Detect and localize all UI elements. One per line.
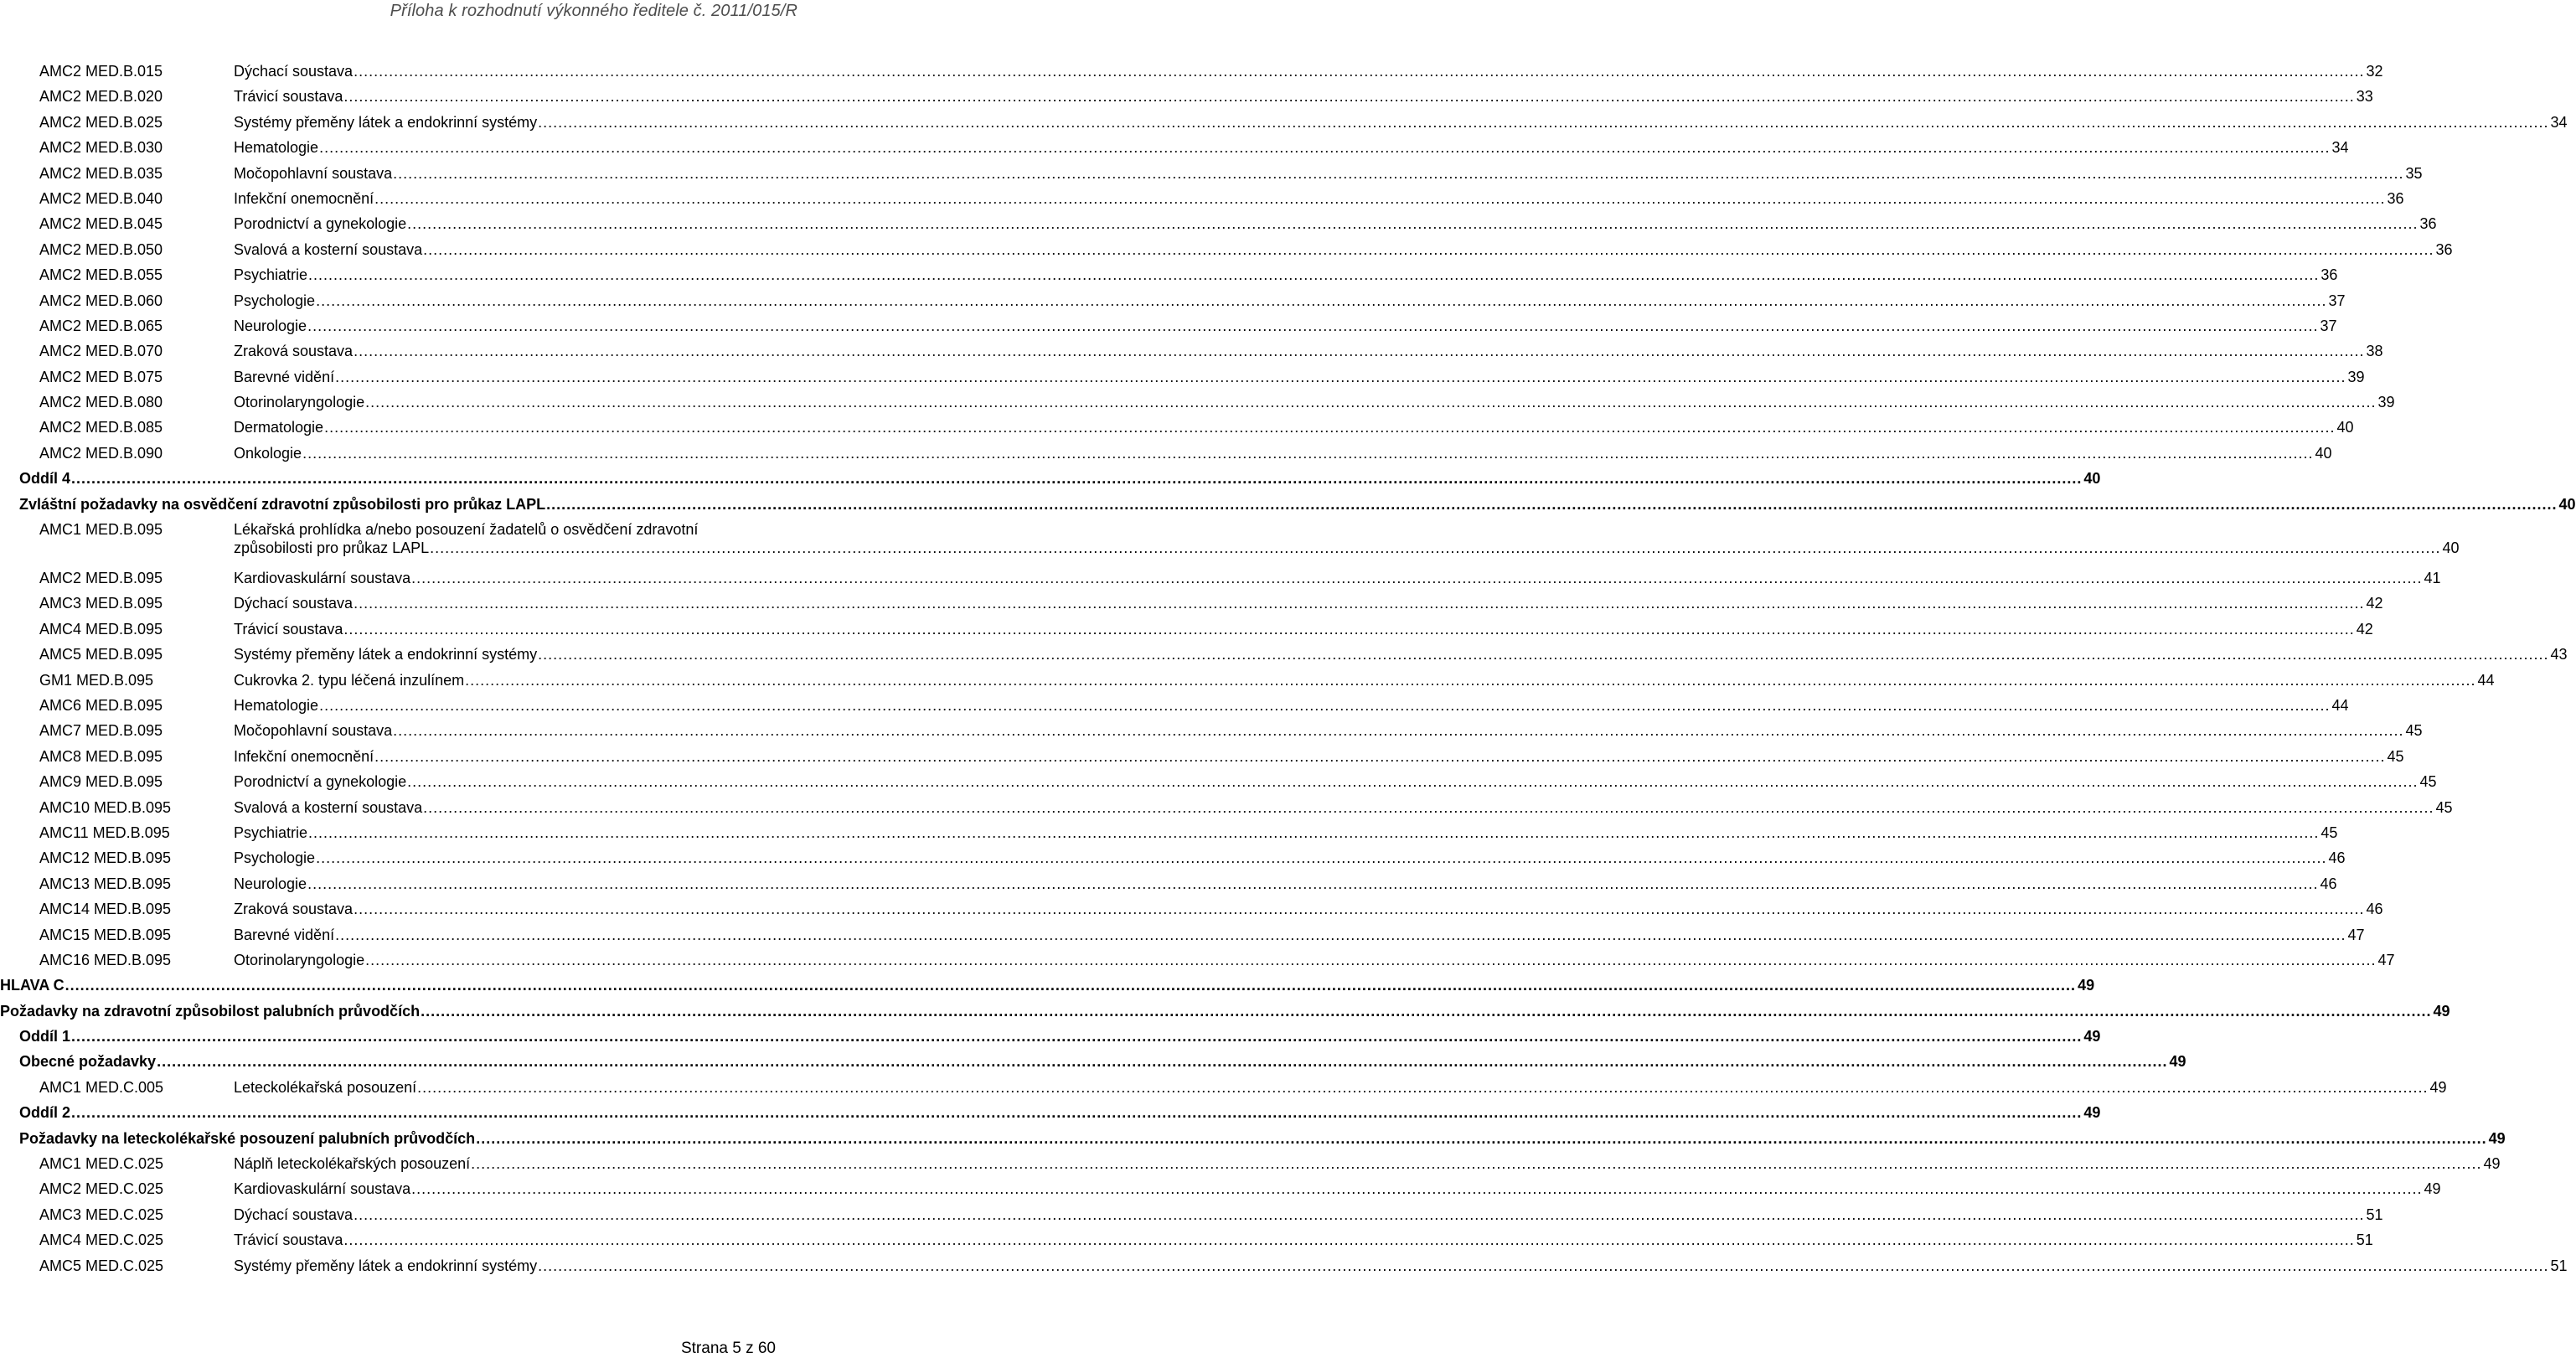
toc-entry-row[interactable] [0, 820, 2338, 845]
toc-entry-code: AMC6 MED.B.095 [39, 696, 163, 714]
toc-entry-title-line [234, 135, 2349, 160]
toc-entry-row[interactable] [0, 718, 2423, 743]
toc-page-number: 40 [2315, 444, 2332, 462]
toc-entry-title: Psychologie [234, 292, 316, 309]
toc-entry-title-line [234, 1202, 2383, 1227]
toc-entry-title-first-line: Lékařská prohlídka a/nebo posouzení žadatelů o osvědčení zdravotní [234, 521, 699, 539]
toc-entry-title-line [234, 617, 2373, 642]
toc-entry-title-line [234, 1075, 2447, 1100]
toc-page-number: 49 [2083, 1028, 2101, 1045]
toc-entry-code: AMC7 MED.B.095 [39, 722, 163, 740]
toc-entry-code: AMC2 MED B.075 [39, 368, 163, 385]
toc-entry-code: AMC2 MED.B.065 [39, 317, 163, 334]
toc-entry-code: AMC12 MED.B.095 [39, 849, 172, 867]
toc-entry-row[interactable] [0, 1075, 2447, 1100]
toc-entry-row[interactable] [0, 769, 2437, 794]
toc-entry-title-line [234, 693, 2349, 718]
toc-entry-row[interactable] [0, 211, 2437, 236]
toc-heading-row[interactable] [0, 1049, 2186, 1074]
toc-entry-title-line [234, 441, 2332, 466]
dot-leader: ................................................................................................................................................................................................................................................................................................................................................................................................................ [335, 926, 2346, 943]
dot-leader: ................................................................................................................................................................................................................................................................................................................................................................................................................ [316, 292, 2327, 309]
toc-page-number: 42 [2366, 595, 2383, 612]
toc-entry-title: Svalová a kosterní soustava [234, 798, 423, 816]
dot-leader: ................................................................................................................................................................................................................................................................................................................................................................................................................ [417, 1078, 2429, 1096]
toc-entry-row[interactable] [0, 338, 2383, 364]
toc-entry-title-line [234, 871, 2337, 896]
dot-leader: ................................................................................................................................................................................................................................................................................................................................................................................................................ [343, 88, 2355, 106]
dot-leader: ................................................................................................................................................................................................................................................................................................................................................................................................................ [71, 1104, 2083, 1122]
toc-entry-title-line [234, 1227, 2373, 1252]
dot-leader: ................................................................................................................................................................................................................................................................................................................................................................................................................ [393, 722, 2404, 740]
toc-entry-row[interactable] [0, 617, 2373, 642]
toc-entry-code: AMC2 MED.B.070 [39, 343, 163, 360]
toc-entry-title: Otorinolaryngologie [234, 951, 365, 968]
page-header: Příloha k rozhodnutí výkonného ředitele č. 2011/015/R [390, 2, 798, 20]
toc-page-number: 37 [2320, 317, 2337, 334]
toc-entry-row[interactable] [0, 845, 2346, 870]
toc-entry-title: Oddíl 4 [19, 470, 71, 488]
toc-page-number: 44 [2331, 696, 2349, 714]
toc-page-number: 44 [2477, 671, 2495, 689]
toc-entry-title: Neurologie [234, 875, 307, 892]
toc-entry-title-line [0, 999, 2450, 1024]
toc-heading-row[interactable] [0, 466, 2101, 491]
toc-entry-title: Dýchací soustava [234, 1206, 354, 1223]
toc-entry-title-line [19, 1100, 2101, 1125]
dot-leader: ................................................................................................................................................................................................................................................................................................................................................................................................................ [157, 1053, 2168, 1071]
toc-entry-title-line [19, 466, 2101, 491]
toc-entry-title-line [234, 211, 2437, 236]
toc-page-number: 49 [2078, 977, 2095, 994]
dot-leader: ................................................................................................................................................................................................................................................................................................................................................................................................................ [354, 595, 2365, 612]
toc-entry-title: Psychologie [234, 849, 316, 867]
dot-leader: ................................................................................................................................................................................................................................................................................................................................................................................................................ [365, 394, 2377, 411]
toc-page-number: 39 [2377, 394, 2395, 411]
toc-entry-title: Porodnictví a gynekologie [234, 773, 407, 791]
toc-entry-code: AMC2 MED.B.045 [39, 215, 163, 233]
toc-entry-row[interactable] [0, 896, 2383, 922]
table-of-contents [0, 59, 2576, 1278]
toc-entry-row[interactable] [0, 59, 2383, 84]
toc-entry-code: AMC2 MED.B.050 [39, 240, 163, 258]
toc-page-number: 51 [2550, 1257, 2568, 1274]
toc-entry-title-line [234, 820, 2338, 845]
toc-entry-row[interactable] [0, 237, 2453, 262]
toc-entry-title: Otorinolaryngologie [234, 394, 365, 411]
dot-leader: ................................................................................................................................................................................................................................................................................................................................................................................................................ [354, 63, 2365, 80]
toc-entry-code: AMC14 MED.B.095 [39, 901, 172, 918]
toc-page-number: 34 [2550, 113, 2568, 131]
toc-entry-title: Onkologie [234, 444, 302, 462]
toc-page-number: 35 [2405, 164, 2423, 182]
dot-leader: ................................................................................................................................................................................................................................................................................................................................................................................................................ [365, 951, 2377, 968]
toc-entry-title: Systémy přeměny látek a endokrinní systémy [234, 113, 538, 131]
toc-entry-title: Barevné vidění [234, 368, 335, 385]
toc-entry-title: Dýchací soustava [234, 63, 354, 80]
toc-page-number: 45 [2435, 798, 2453, 816]
toc-entry-row[interactable] [0, 1253, 2568, 1278]
toc-entry-title: Kardiovaskulární soustava [234, 1180, 411, 1198]
toc-page-number: 45 [2320, 823, 2338, 841]
dot-leader: ................................................................................................................................................................................................................................................................................................................................................................................................................ [335, 368, 2346, 385]
toc-entry-title-line [234, 947, 2395, 973]
toc-page-number: 38 [2366, 343, 2383, 360]
toc-entry-title-line [19, 1049, 2186, 1074]
toc-entry-title-line [234, 161, 2423, 186]
toc-entry-title-line [234, 110, 2568, 135]
toc-entry-title: Infekční onemocnění [234, 747, 374, 765]
toc-page-number: 37 [2328, 292, 2346, 309]
dot-leader: ................................................................................................................................................................................................................................................................................................................................................................................................................ [538, 113, 2549, 131]
toc-entry-title-line [234, 565, 2441, 591]
toc-entry-code: AMC8 MED.B.095 [39, 747, 163, 765]
toc-heading-row[interactable] [0, 492, 2576, 517]
toc-entry-title-line [234, 338, 2383, 364]
dot-leader: ................................................................................................................................................................................................................................................................................................................................................................................................................ [374, 189, 2386, 207]
toc-page-number: 36 [2320, 266, 2338, 284]
toc-entry-title-line [234, 1151, 2501, 1176]
toc-entry-row[interactable] [0, 871, 2337, 896]
toc-entry-code: AMC2 MED.B.040 [39, 189, 163, 207]
toc-page-number: 49 [2169, 1053, 2186, 1071]
toc-entry-row[interactable] [0, 1151, 2501, 1176]
toc-entry-title-line [234, 84, 2373, 109]
toc-page-number: 33 [2356, 88, 2373, 106]
toc-entry-title: Požadavky na zdravotní způsobilost palubních průvodčích [0, 1002, 421, 1020]
toc-entry-code: AMC10 MED.B.095 [39, 798, 172, 816]
dot-leader: ................................................................................................................................................................................................................................................................................................................................................................................................................ [411, 570, 2423, 587]
toc-entry-row[interactable] [0, 922, 2365, 947]
toc-entry-code: AMC5 MED.C.025 [39, 1257, 164, 1274]
toc-entry-title: Hematologie [234, 696, 319, 714]
toc-entry-title-line [234, 668, 2495, 693]
dot-leader: ................................................................................................................................................................................................................................................................................................................................................................................................................ [71, 1028, 2083, 1045]
toc-page-number: 45 [2405, 722, 2423, 740]
toc-page-number: 32 [2366, 63, 2383, 80]
dot-leader: ................................................................................................................................................................................................................................................................................................................................................................................................................ [308, 823, 2320, 841]
toc-entry-title-line [234, 1176, 2441, 1201]
toc-entry-code: AMC4 MED.C.025 [39, 1231, 164, 1249]
toc-entry-title: Systémy přeměny látek a endokrinní systémy [234, 646, 538, 663]
toc-entry-title: Barevné vidění [234, 926, 335, 943]
toc-entry-row[interactable] [0, 288, 2346, 313]
toc-entry-code: GM1 MED.B.095 [39, 671, 154, 689]
dot-leader: ................................................................................................................................................................................................................................................................................................................................................................................................................ [546, 495, 2558, 513]
dot-leader: ................................................................................................................................................................................................................................................................................................................................................................................................................ [430, 540, 2441, 557]
toc-entry-row[interactable] [0, 642, 2568, 667]
toc-entry-title-line [234, 591, 2383, 616]
toc-entry-row[interactable] [0, 1176, 2441, 1201]
page-footer: Strana 5 z 60 [680, 1340, 776, 1357]
toc-entry-title: Neurologie [234, 317, 307, 334]
dot-leader: ................................................................................................................................................................................................................................................................................................................................................................................................................ [421, 1002, 2432, 1020]
dot-leader: ................................................................................................................................................................................................................................................................................................................................................................................................................ [407, 215, 2419, 233]
toc-entry-title: Oddíl 1 [19, 1028, 71, 1045]
toc-page-number: 40 [2336, 419, 2354, 436]
toc-entry-title-line [234, 642, 2568, 667]
toc-entry-title: Systémy přeměny látek a endokrinní systémy [234, 1257, 538, 1274]
dot-leader: ................................................................................................................................................................................................................................................................................................................................................................................................................ [354, 1206, 2365, 1223]
toc-entry-title: Cukrovka 2. typu léčená inzulínem [234, 671, 465, 689]
toc-entry-row[interactable] [0, 795, 2453, 820]
toc-heading-row[interactable] [0, 1024, 2101, 1049]
toc-entry-title-line [234, 364, 2365, 390]
toc-entry-title-line [234, 186, 2404, 211]
toc-entry-code: AMC2 MED.B.060 [39, 292, 163, 309]
dot-leader: ................................................................................................................................................................................................................................................................................................................................................................................................................ [423, 798, 2434, 816]
dot-leader: ................................................................................................................................................................................................................................................................................................................................................................................................................ [354, 343, 2365, 360]
toc-entry-row[interactable] [0, 947, 2395, 973]
toc-entry-code: AMC1 MED.B.095 [39, 521, 163, 539]
toc-entry-row[interactable] [0, 262, 2338, 287]
toc-page-number: 42 [2356, 620, 2373, 638]
toc-entry-title-line [234, 718, 2423, 743]
toc-entry-title-line [234, 390, 2395, 415]
toc-entry-title-line [234, 896, 2383, 922]
toc-entry-title-line [234, 59, 2383, 84]
dot-leader: ................................................................................................................................................................................................................................................................................................................................................................................................................ [316, 849, 2327, 867]
toc-heading-row[interactable] [0, 999, 2450, 1024]
toc-page-number: 40 [2442, 540, 2460, 557]
toc-entry-title: Psychiatrie [234, 823, 308, 841]
toc-entry-title-line [19, 1024, 2101, 1049]
toc-page-number: 36 [2387, 189, 2404, 207]
dot-leader: ................................................................................................................................................................................................................................................................................................................................................................................................................ [471, 1155, 2482, 1173]
dot-leader: ................................................................................................................................................................................................................................................................................................................................................................................................................ [374, 747, 2386, 765]
toc-entry-row[interactable] [0, 565, 2441, 591]
dot-leader: ................................................................................................................................................................................................................................................................................................................................................................................................................ [538, 646, 2549, 663]
toc-page-number: 36 [2419, 215, 2437, 233]
toc-entry-code: AMC2 MED.B.020 [39, 88, 163, 106]
toc-entry-code: AMC1 MED.C.005 [39, 1078, 164, 1096]
toc-entry-row[interactable] [0, 668, 2495, 693]
toc-heading-row[interactable] [0, 1126, 2506, 1151]
toc-entry-title: Trávicí soustava [234, 1231, 343, 1249]
toc-entry-code: AMC9 MED.B.095 [39, 773, 163, 791]
dot-leader: ................................................................................................................................................................................................................................................................................................................................................................................................................ [343, 620, 2355, 638]
dot-leader: ................................................................................................................................................................................................................................................................................................................................................................................................................ [319, 139, 2331, 157]
toc-entry-row[interactable] [0, 161, 2423, 186]
toc-entry-row[interactable] [0, 441, 2332, 466]
dot-leader: ................................................................................................................................................................................................................................................................................................................................................................................................................ [465, 671, 2476, 689]
toc-page-number: 36 [2435, 240, 2453, 258]
toc-entry-row[interactable] [0, 591, 2383, 616]
toc-entry-title-line [234, 313, 2337, 338]
toc-heading-row[interactable] [0, 973, 2095, 998]
dot-leader: ................................................................................................................................................................................................................................................................................................................................................................................................................ [302, 444, 2314, 462]
toc-entry-code: AMC2 MED.B.090 [39, 444, 163, 462]
toc-page-number: 49 [2433, 1002, 2450, 1020]
dot-leader: ................................................................................................................................................................................................................................................................................................................................................................................................................ [354, 901, 2365, 918]
toc-entry-code: AMC2 MED.B.030 [39, 139, 163, 157]
toc-entry-code: AMC2 MED.C.025 [39, 1180, 164, 1198]
toc-entry-row[interactable] [0, 186, 2404, 211]
toc-page-number: 41 [2424, 570, 2441, 587]
toc-entry-code: AMC16 MED.B.095 [39, 951, 172, 968]
toc-heading-row[interactable] [0, 1100, 2101, 1125]
toc-entry-title: Hematologie [234, 139, 319, 157]
toc-entry-title: Obecné požadavky [19, 1053, 157, 1071]
toc-page-number: 40 [2558, 495, 2576, 513]
toc-entry-title: Močopohlavní soustava [234, 722, 393, 740]
toc-entry-title: Dermatologie [234, 419, 324, 436]
toc-page-number: 40 [2083, 470, 2101, 488]
toc-entry-code: AMC2 MED.B.015 [39, 63, 163, 80]
toc-entry-title-line [19, 492, 2576, 517]
dot-leader: ................................................................................................................................................................................................................................................................................................................................................................................................................ [407, 773, 2419, 791]
toc-entry-title: způsobilosti pro průkaz LAPL [234, 540, 430, 557]
toc-entry-code: AMC15 MED.B.095 [39, 926, 172, 943]
dot-leader: ................................................................................................................................................................................................................................................................................................................................................................................................................ [343, 1231, 2355, 1249]
toc-page-number: 39 [2347, 368, 2365, 385]
dot-leader: ................................................................................................................................................................................................................................................................................................................................................................................................................ [71, 470, 2083, 488]
toc-entry-title-line [234, 415, 2354, 440]
dot-leader: ................................................................................................................................................................................................................................................................................................................................................................................................................ [65, 977, 2077, 994]
toc-entry-title: Kardiovaskulární soustava [234, 570, 411, 587]
toc-page-number: 47 [2377, 951, 2395, 968]
toc-page-number: 49 [2083, 1104, 2101, 1122]
toc-entry-title-line [234, 262, 2338, 287]
toc-entry-code: AMC4 MED.B.095 [39, 620, 163, 638]
toc-page-number: 49 [2424, 1180, 2441, 1198]
toc-entry-code: AMC2 MED.B.035 [39, 164, 163, 182]
toc-entry-title: Náplň leteckolékařských posouzení [234, 1155, 471, 1173]
toc-entry-row[interactable] [0, 744, 2404, 769]
toc-entry-title: Zraková soustava [234, 901, 354, 918]
toc-entry-title-line [234, 237, 2453, 262]
toc-entry-title: Požadavky na leteckolékařské posouzení palubních průvodčích [19, 1129, 476, 1147]
toc-entry-title: Psychiatrie [234, 266, 308, 284]
dot-leader: ................................................................................................................................................................................................................................................................................................................................................................................................................ [476, 1129, 2487, 1147]
toc-entry-code: AMC2 MED.B.055 [39, 266, 163, 284]
toc-entry-title: Porodnictví a gynekologie [234, 215, 407, 233]
toc-entry-code: AMC2 MED.B.085 [39, 419, 163, 436]
toc-entry-title-line [19, 1126, 2506, 1151]
toc-page-number: 45 [2387, 747, 2404, 765]
toc-entry-title: Infekční onemocnění [234, 189, 374, 207]
toc-entry-code: AMC3 MED.C.025 [39, 1206, 164, 1223]
toc-entry-title: Leteckolékařská posouzení [234, 1078, 417, 1096]
toc-entry-code: AMC2 MED.B.095 [39, 570, 163, 587]
dot-leader: ................................................................................................................................................................................................................................................................................................................................................................................................................ [319, 696, 2331, 714]
toc-page-number: 47 [2347, 926, 2365, 943]
dot-leader: ................................................................................................................................................................................................................................................................................................................................................................................................................ [308, 266, 2320, 284]
toc-entry-code: AMC3 MED.B.095 [39, 595, 163, 612]
dot-leader: ................................................................................................................................................................................................................................................................................................................................................................................................................ [307, 875, 2319, 892]
toc-page-number: 49 [2429, 1078, 2447, 1096]
dot-leader: ................................................................................................................................................................................................................................................................................................................................................................................................................ [538, 1257, 2549, 1274]
toc-entry-row[interactable] [0, 1227, 2373, 1252]
toc-entry-code: AMC5 MED.B.095 [39, 646, 163, 663]
toc-entry-title-line [234, 769, 2437, 794]
toc-page-number: 51 [2356, 1231, 2373, 1249]
dot-leader: ................................................................................................................................................................................................................................................................................................................................................................................................................ [307, 317, 2319, 334]
dot-leader: ................................................................................................................................................................................................................................................................................................................................................................................................................ [411, 1180, 2423, 1198]
toc-entry-title: Dýchací soustava [234, 595, 354, 612]
toc-entry-title: Trávicí soustava [234, 620, 343, 638]
toc-entry-row[interactable] [0, 110, 2568, 135]
toc-entry-code: AMC13 MED.B.095 [39, 875, 172, 892]
toc-entry-row[interactable] [0, 84, 2373, 109]
toc-entry-title-line [0, 973, 2095, 998]
toc-entry-row[interactable] [0, 415, 2354, 440]
toc-page-number: 46 [2328, 849, 2346, 867]
toc-entry-title-line [234, 922, 2365, 947]
toc-entry-code: AMC1 MED.C.025 [39, 1155, 164, 1173]
toc-page-number: 45 [2419, 773, 2437, 791]
toc-page-number: 46 [2320, 875, 2337, 892]
toc-entry-row[interactable] [0, 313, 2337, 338]
toc-page-number: 46 [2366, 901, 2383, 918]
toc-entry-title: Svalová a kosterní soustava [234, 240, 423, 258]
toc-entry-row[interactable] [0, 135, 2349, 160]
toc-page-number: 51 [2366, 1206, 2383, 1223]
toc-entry-title-line [234, 744, 2404, 769]
toc-entry-code: AMC2 MED.B.025 [39, 113, 163, 131]
toc-entry-code: AMC2 MED.B.080 [39, 394, 163, 411]
toc-entry-title: Zraková soustava [234, 343, 354, 360]
toc-entry-title-line [234, 288, 2346, 313]
toc-entry-title: Trávicí soustava [234, 88, 343, 106]
toc-page-number: 34 [2331, 139, 2349, 157]
toc-entry-row[interactable] [0, 1202, 2383, 1227]
toc-entry-title-line [234, 1253, 2568, 1278]
toc-entry-title-line [234, 517, 2460, 557]
toc-entry-title-line [234, 845, 2346, 870]
toc-page-number: 49 [2488, 1129, 2506, 1147]
toc-entry-title: Zvláštní požadavky na osvědčení zdravotní způsobilosti pro průkaz LAPL [19, 495, 546, 513]
toc-entry-code: AMC11 MED.B.095 [39, 823, 170, 841]
toc-entry-row[interactable] [0, 390, 2395, 415]
dot-leader: ................................................................................................................................................................................................................................................................................................................................................................................................................ [324, 419, 2336, 436]
toc-entry-title: Oddíl 2 [19, 1104, 71, 1122]
toc-entry-row[interactable] [0, 693, 2349, 718]
toc-entry-title: HLAVA C [0, 977, 65, 994]
dot-leader: ................................................................................................................................................................................................................................................................................................................................................................................................................ [423, 240, 2434, 258]
dot-leader: ................................................................................................................................................................................................................................................................................................................................................................................................................ [393, 164, 2404, 182]
toc-page-number: 43 [2550, 646, 2568, 663]
toc-entry-title-line [234, 795, 2453, 820]
toc-entry-row[interactable] [0, 517, 2460, 565]
toc-entry-title: Močopohlavní soustava [234, 164, 393, 182]
toc-entry-row[interactable] [0, 364, 2365, 390]
toc-page-number: 49 [2483, 1155, 2501, 1173]
